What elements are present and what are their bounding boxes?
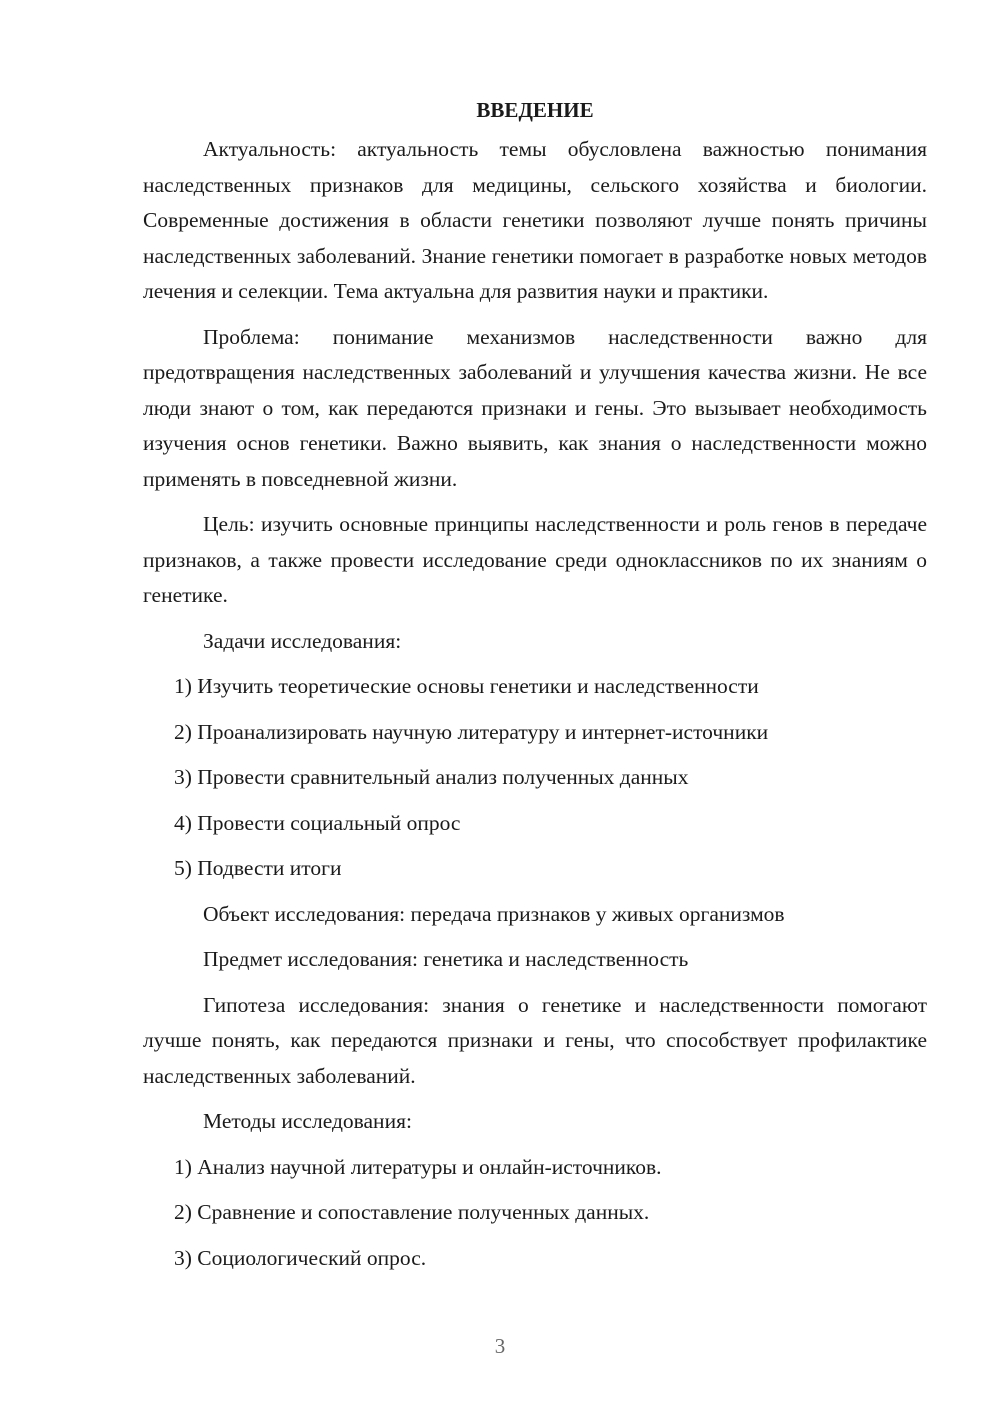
problem-paragraph: Проблема: понимание механизмов наследственности важно для предотвращения наследственных заболеваний и улучшения качества жизни. Не все люди знают о том, как передаются признаки и гены. Это вызывает необходимость изучения основ генетики. Важно выявить, как знания о наследственности можно применять в повседневной жизни. [143, 324, 927, 491]
method-item: 1) Анализ научной литературы и онлайн-источников. [174, 1154, 662, 1179]
task-item: 2) Проанализировать научную литературу и интернет-источники [174, 719, 769, 744]
methods-title: Методы исследования: [203, 1109, 412, 1133]
research-object: Объект исследования: передача признаков у живых организмов [203, 901, 785, 926]
hypothesis-paragraph: Гипотеза исследования: знания о генетике и наследственности помогают лучше понять, как передаются признаки и гены, что способствует профилактике наследственных заболеваний. [143, 992, 927, 1088]
page-number: 3 [494, 1334, 506, 1358]
document-page [143, 92, 927, 1286]
research-subject: Предмет исследования: генетика и наследственность [203, 947, 689, 971]
section-heading: ВВЕДЕНИЕ [476, 98, 594, 122]
task-item: 4) Провести социальный опрос [174, 810, 461, 835]
goal-paragraph: Цель: изучить основные принципы наследственности и роль генов в передаче признаков, а также провести исследование среди одноклассников по их знаниям о генетике. [143, 512, 927, 607]
method-item: 2) Сравнение и сопоставление полученных данных. [174, 1200, 650, 1224]
relevance-paragraph: Актуальность: актуальность темы обусловлена важностью понимания наследственных признаков для медицины, сельского хозяйства и биологии. Современные достижения в области генетики позволяют лучше понять причины наследственных заболеваний. Знание генетики помогает в разработке новых методов лечения и селекции. Тема актуальна для развития науки и практики. [143, 137, 927, 303]
tasks-title: Задачи исследования: [203, 628, 402, 653]
task-item: 3) Провести сравнительный анализ полученных данных [174, 765, 689, 789]
task-item: 5) Подвести итоги [174, 856, 342, 880]
task-item: 1) Изучить теоретические основы генетики и наследственности [174, 674, 759, 698]
method-item: 3) Социологический опрос. [174, 1245, 427, 1270]
